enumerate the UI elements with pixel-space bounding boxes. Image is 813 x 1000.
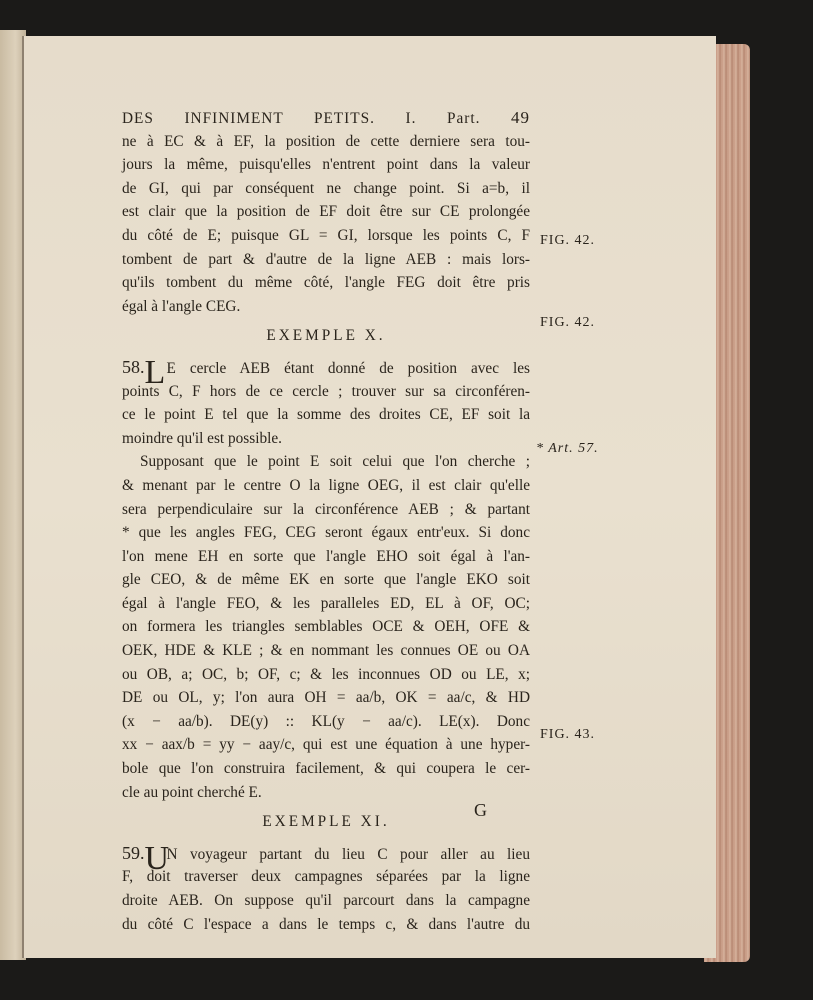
text-line: du côté de E; puisque GL = GI, lorsque les points C, F: [122, 226, 530, 244]
signature-mark: G: [474, 800, 487, 820]
text-line: Supposant que le point E soit celui que l'on cherche ;: [140, 453, 530, 471]
equation-line: (x − aa/b). DE(y) :: KL(y − aa/c). LE(x). Donc: [122, 712, 530, 730]
text-line: tombent de part & d'autre de la ligne AEB : mais lors-: [122, 250, 530, 268]
drop-cap: U: [144, 839, 170, 877]
equation-line: xx − aax/b = yy − aay/c, qui est une équation à une hyper-: [122, 736, 530, 754]
text-line: cle au point cherché E.: [122, 783, 262, 801]
text-line: E cercle AEB étant donné de position avec les: [166, 359, 530, 377]
article-reference: * Art. 57.: [536, 441, 599, 456]
text-line: on formera les triangles semblables OCE & OEH, OFE &: [122, 618, 530, 636]
section-heading: EXEMPLE X.: [266, 327, 386, 345]
text-line: de GI, qui par conséquent ne change point. Si a=b, il: [122, 179, 530, 197]
text-line: ou OB, a; OC, b; OF, c; & les inconnues OD ou LE, x;: [122, 665, 530, 683]
text-line: * que les angles FEG, CEG seront égaux entr'eux. Si donc: [122, 524, 530, 542]
text-line: OEK, HDE & KLE ; & en nommant les connues OE ou OA: [122, 642, 530, 660]
figure-reference: FIG. 42.: [540, 315, 596, 330]
header-title: DES INFINIMENT PETITS. I. Part.: [122, 110, 481, 127]
text-line: ce le point E tel que la somme des droites CE, EF soit la: [122, 406, 530, 424]
text-line: points C, F hors de ce cercle ; trouver sur sa circonféren-: [122, 382, 530, 400]
page-text: [122, 106, 530, 936]
text-line: égal à l'angle FEO, & les paralleles ED, EL à OF, OC;: [122, 594, 530, 612]
drop-cap: L: [144, 353, 166, 391]
section-heading: EXEMPLE XI.: [262, 813, 390, 831]
paragraph-number: 59.: [122, 842, 145, 863]
text-line: l'on mene EH en sorte que l'angle EHO soit égal à l'an-: [122, 547, 530, 565]
paragraph-number: 58.: [122, 356, 145, 377]
text-line: sera perpendiculaire sur la circonférence AEB ; & partant: [122, 500, 530, 518]
text-line: F, doit traverser deux campagnes séparées par la ligne: [122, 868, 530, 886]
text-line: N voyageur partant du lieu C pour aller au lieu: [166, 845, 530, 863]
text-line: du côté C l'espace a dans le temps c, & dans l'autre du: [122, 915, 530, 933]
page-number: 49: [511, 108, 530, 127]
text-line: jours la même, puisqu'elles n'entrent point dans la valeur: [122, 156, 530, 174]
figure-reference: FIG. 42.: [540, 233, 596, 248]
figure-reference: FIG. 43.: [540, 727, 596, 742]
text-line: gle CEO, & de même EK en sorte que l'angle EKO soit: [122, 571, 530, 589]
text-line: égal à l'angle CEG.: [122, 297, 241, 315]
text-line: ne à EC & à EF, la position de cette derniere sera tou-: [122, 132, 530, 150]
text-line: droite AEB. On suppose qu'il parcourt dans la campagne: [122, 892, 530, 909]
running-header: [122, 106, 530, 130]
text-line: bole que l'on construira facilement, & qui coupera le cer-: [122, 760, 530, 778]
text-line: est clair que la position de EF doit être sur CE prolongée: [122, 203, 530, 221]
text-line: & menant par le centre O la ligne OEG, il est clair qu'elle: [122, 476, 530, 494]
text-line: qu'ils tombent du même côté, l'angle FEG doit être pris: [122, 274, 530, 292]
text-line: moindre qu'il est possible.: [122, 429, 282, 447]
equation-line: DE ou OL, y; l'on aura OH = aa/b, OK = aa/c, & HD: [122, 689, 530, 707]
